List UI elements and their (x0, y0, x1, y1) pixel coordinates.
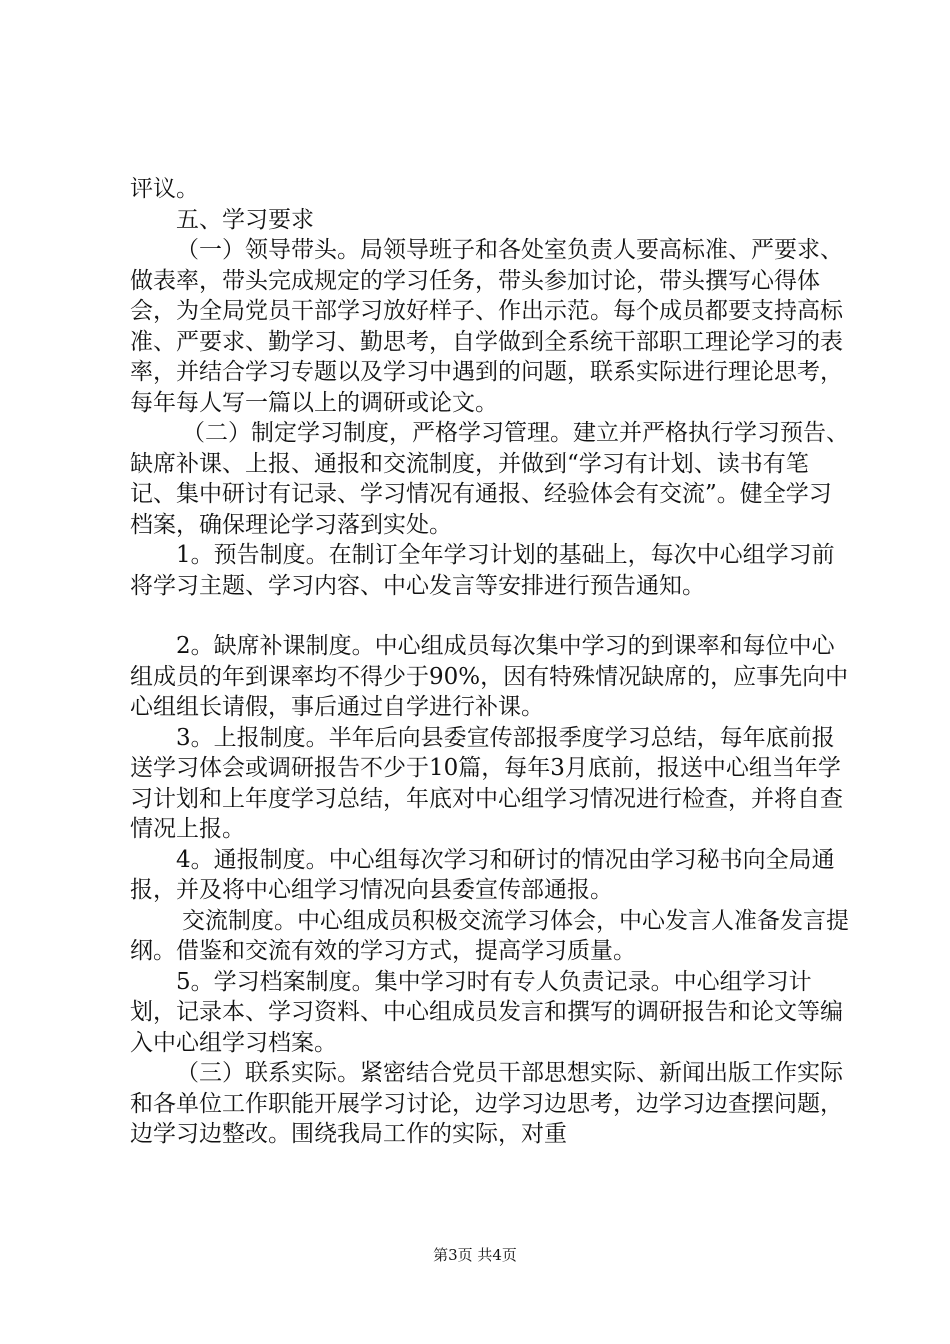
paragraph-gap (130, 601, 850, 631)
paragraph-continuation: 评议。 (130, 176, 199, 202)
paragraph-makeup-system: 2。缺席补课制度。中心组成员每次集中学习的到课率和每位中心组成员的年到课率均不得少于90%，因有特殊情况缺席的，应事先向中心组组长请假，事后通过自学进行补课。 (130, 633, 849, 720)
paragraph-archive-system: 5。学习档案制度。集中学习时有专人负责记录。中心组学习计划，记录本、学习资料、中心组成员发言和撰写的调研报告和论文等编入中心组学习档案。 (130, 968, 843, 1056)
page-number: 第3页 共4页 (433, 1246, 517, 1264)
paragraph-bulletin-system: 4。通报制度。中心组每次学习和研讨的情况由学习秘书向全局通报，并及将中心组学习情况向县委宣传部通报。 (130, 846, 835, 903)
paragraph-notice-system: 1。预告制度。在制订全年学习计划的基础上，每次中心组学习前将学习主题、学习内容、中心发言等安排进行预告通知。 (130, 542, 835, 599)
paragraph-leadership: （一）领导带头。局领导班子和各处室负责人要高标准、严要求、做表率，带头完成规定的学习任务，带头参加讨论，带头撰写心得体会，为全局党员干部学习放好样子、作出示范。每个成员都要支持高标准、严要求、勤学习、勤思考，自学做到全系统干部职工理论学习的表率，并结合学习专题以及学习中遇到的问题，联系实际进行理论思考，每年每人写一篇以上的调研或论文。 (130, 237, 843, 416)
section-heading: 五、学习要求 (176, 206, 314, 233)
paragraph-report-system: 3。上报制度。半年后向县委宣传部报季度学习总结，每年底前报送学习体会或调研报告不少于10篇，每年3月底前，报送中心组当年学习计划和上年度学习总结，年底对中心组学习情况进行检查，并将自查情况上报。 (130, 724, 843, 842)
body-text (130, 174, 850, 1150)
paragraph-exchange-system: 交流制度。中心组成员积极交流学习体会，中心发言人准备发言提纲。借鉴和交流有效的学习方式，提高学习质量。 (130, 907, 849, 964)
paragraph-practice: （三）联系实际。紧密结合党员干部思想实际、新闻出版工作实际和各单位工作职能开展学习讨论，边学习边思考，边学习边查摆问题，边学习边整改。围绕我局工作的实际，对重 (130, 1060, 843, 1147)
paragraph-study-system: （二）制定学习制度，严格学习管理。建立并严格执行学习预告、缺席补课、上报、通报和交流制度，并做到“学习有计划、读书有笔记、集中研讨有记录、学习情况有通报、经验体会有交流”。健全学习档案，确保理论学习落到实处。 (130, 420, 849, 538)
